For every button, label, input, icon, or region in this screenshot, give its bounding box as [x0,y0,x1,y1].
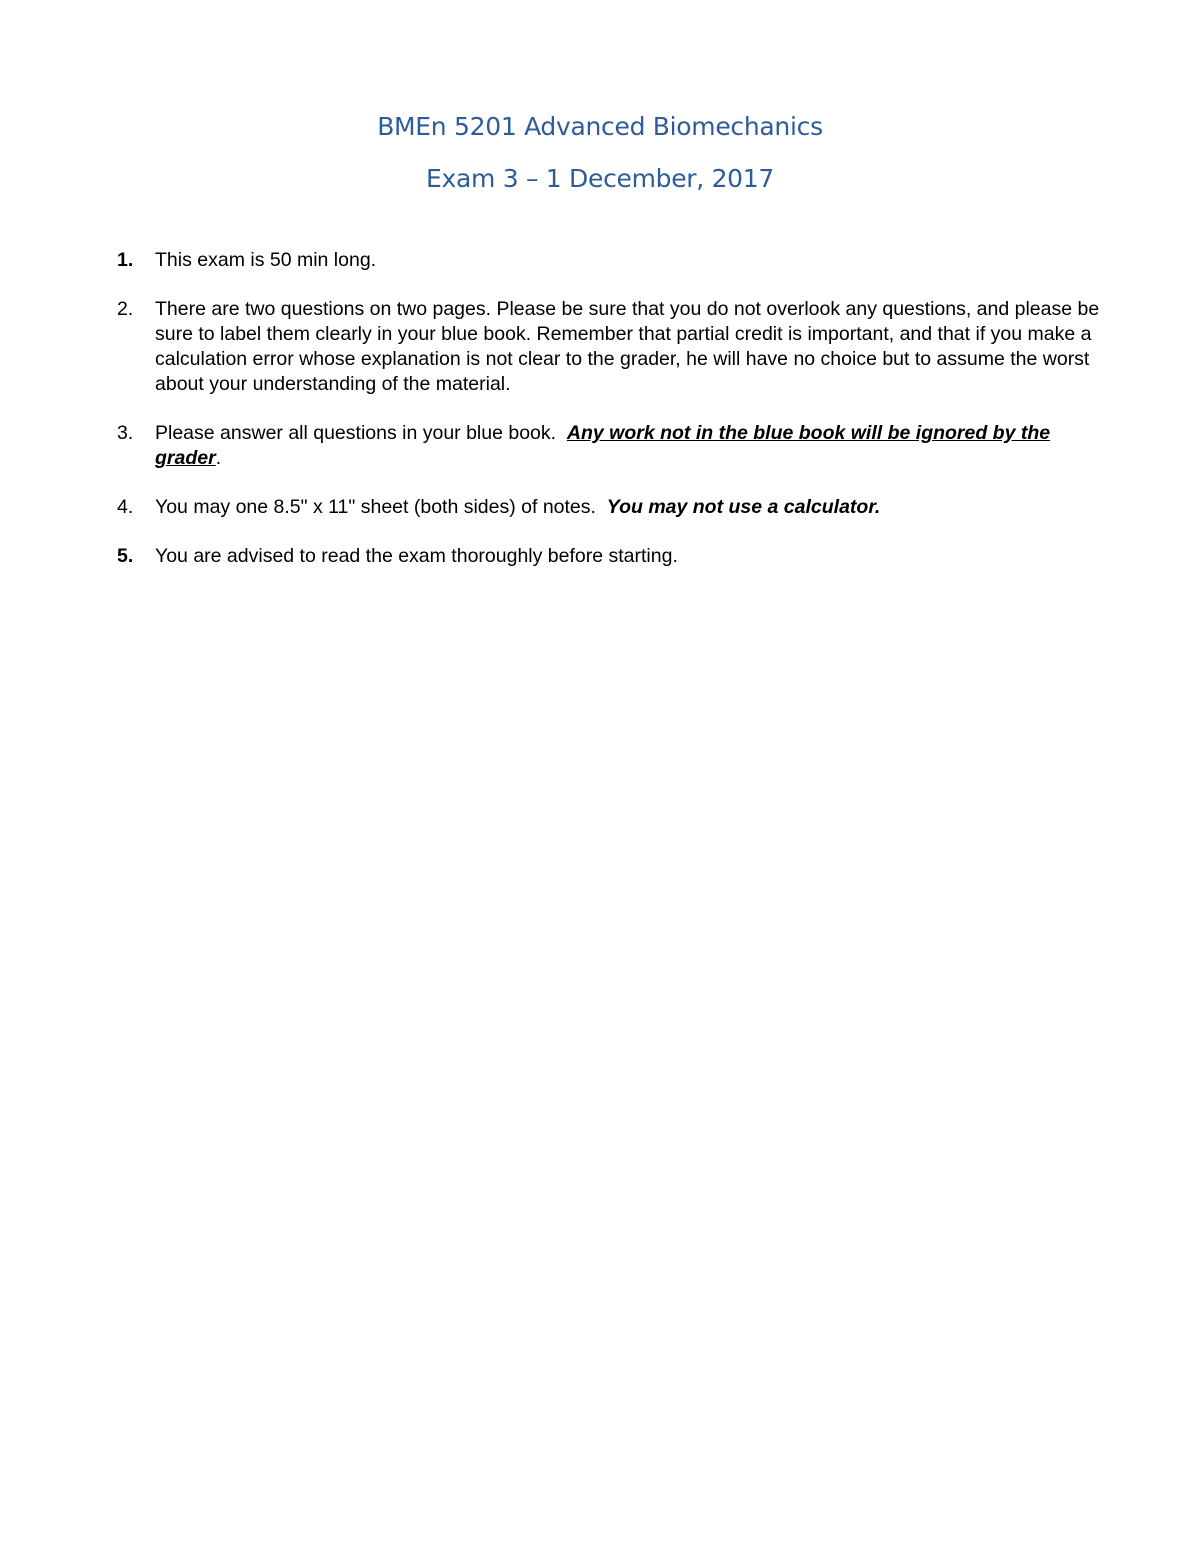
list-item [117,544,1117,569]
item-text: You are advised to read the exam thoroughly before starting. [155,545,678,567]
exam-date-title: Exam 3 – 1 December, 2017 [425,164,775,193]
item-number: 1. [117,249,134,271]
list-item [117,421,1117,471]
item-number: 2. [117,298,134,320]
item-trailing: . [215,447,222,469]
course-title: BMEn 5201 Advanced Biomechanics [377,112,823,141]
item-number: 3. [117,422,134,444]
instructions-list [117,248,1117,593]
item-emphasis: You may not use a calculator. [606,496,881,518]
item-number: 4. [117,496,134,518]
item-text: There are two questions on two pages. Please be sure that you do not overlook any questions, and please be sure to label them clearly in your blue book. Remember that partial credit is important, and that if you make a calculation error whose explanation is not clear to the grader, he will have no choice but to assume the worst about your understanding of the material. [155,298,1100,395]
item-number: 5. [117,545,134,567]
list-item [117,248,1117,273]
list-item [117,495,1117,520]
item-text: This exam is 50 min long. [155,249,377,271]
item-emphasis: Any work not in the blue book will be ignored by the grader [155,422,1051,469]
item-text: You may one 8.5" x 11" sheet (both sides) of notes. [155,496,596,518]
item-text: Please answer all questions in your blue book. [155,422,557,444]
list-item [117,297,1117,397]
